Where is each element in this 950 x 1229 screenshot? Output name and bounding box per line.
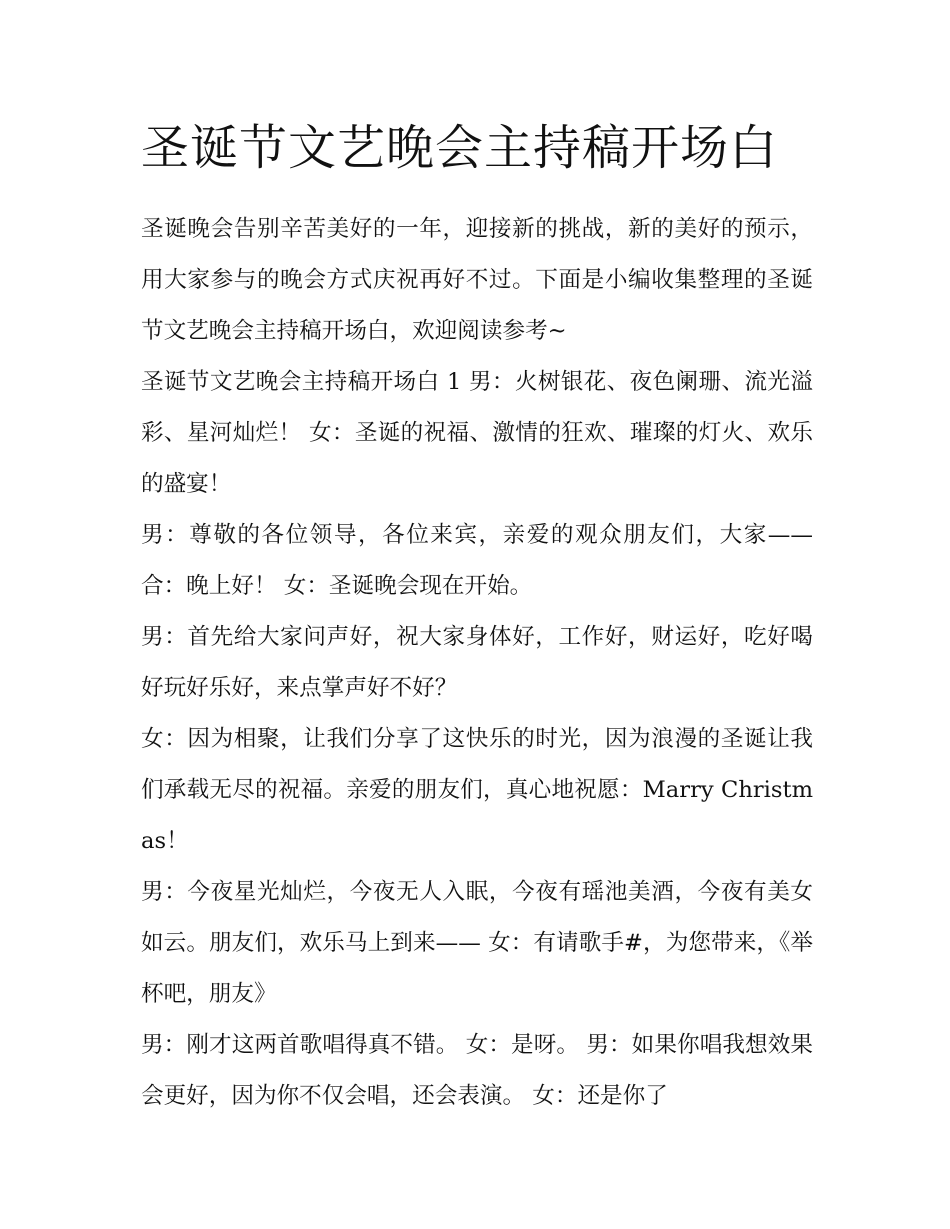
paragraph-gathering: 女：因为相聚，让我们分享了这快乐的时光，因为浪漫的圣诞让我们承载无尽的祝福。亲爱的朋友们，真心地祝愿：Marry Christmas！ [141, 726, 813, 854]
paragraph-intro: 圣诞晚会告别辛苦美好的一年，迎接新的挑战，新的美好的预示，用大家参与的晚会方式庆祝再好不过。下面是小编收集整理的圣诞节文艺晚会主持稿开场白，欢迎阅读参考~ [141, 216, 813, 344]
document-title: 圣诞节文艺晚会主持稿开场白 [141, 120, 779, 176]
paragraph-opening: 圣诞节文艺晚会主持稿开场白 1 男：火树银花、夜色阑珊、流光溢彩、星河灿烂！ 女：圣诞的祝福、激情的狂欢、璀璨的灯火、欢乐的盛宴！ [141, 369, 813, 497]
document-body [141, 116, 813, 1122]
paragraph-wishes: 男：首先给大家问声好，祝大家身体好，工作好，财运好，吃好喝好玩好乐好，来点掌声好不好？ [141, 624, 813, 701]
paragraph-greeting: 男：尊敬的各位领导，各位来宾，亲爱的观众朋友们，大家—— 合：晚上好！ 女：圣诞晚会现在开始。 [141, 522, 813, 599]
paragraph-songs: 男：刚才这两首歌唱得真不错。 女：是呀。 男：如果你唱我想效果会更好，因为你不仅会唱，还会表演。 女：还是你了 [141, 1032, 813, 1109]
paragraph-list [141, 204, 813, 1122]
paragraph-starlight: 男：今夜星光灿烂，今夜无人入眠，今夜有瑶池美酒，今夜有美女如云。朋友们，欢乐马上到来—— 女：有请歌手#，为您带来，《举杯吧，朋友》 [141, 879, 813, 1007]
